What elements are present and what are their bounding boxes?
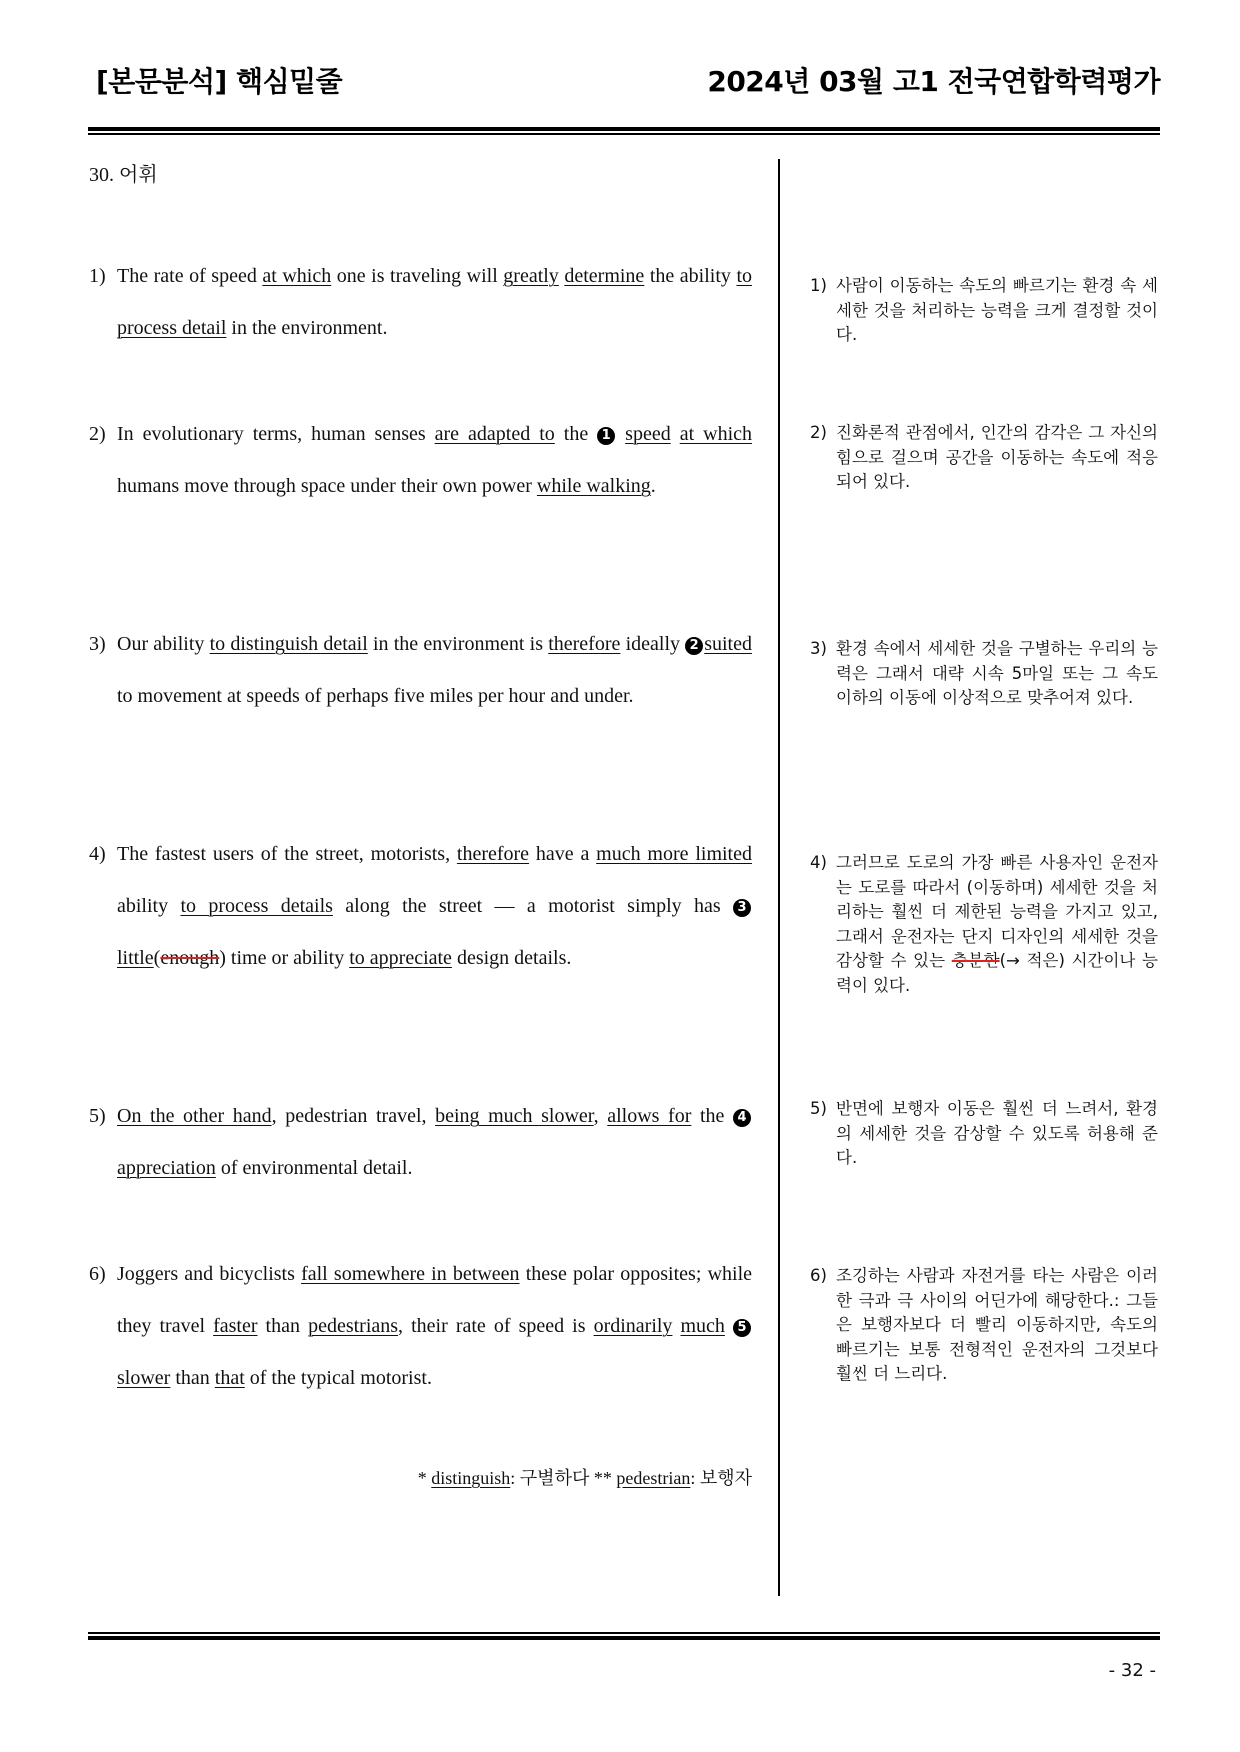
- footnote-def-1: : 구별하다: [510, 1468, 590, 1488]
- underlined-phrase: that: [214, 1367, 245, 1389]
- footnote-star-1: *: [417, 1468, 427, 1488]
- underlined-phrase: ordinarily: [593, 1315, 673, 1337]
- underlined-phrase: pedestrians: [308, 1315, 399, 1337]
- page-number: - 32 -: [1108, 1660, 1156, 1681]
- footer-rule-thick: [88, 1636, 1160, 1640]
- circled-number-4: 4: [733, 1109, 751, 1127]
- underlined-phrase: are adapted to: [434, 423, 555, 445]
- footnote-word-1: distinguish: [431, 1468, 511, 1488]
- circled-number-5: 5: [733, 1319, 751, 1337]
- underlined-phrase: much more limited: [596, 843, 752, 865]
- underlined-phrase: therefore: [548, 633, 621, 655]
- underlined-phrase: suited: [704, 633, 752, 655]
- question-title: 30. 어휘: [89, 164, 158, 186]
- underlined-phrase: little: [117, 947, 154, 969]
- underlined-phrase: On the other hand: [117, 1105, 272, 1127]
- header-left-title: [본문분석] 핵심밑줄: [96, 65, 343, 98]
- underlined-phrase: determine: [564, 265, 645, 287]
- footnote: [380, 1464, 752, 1490]
- header-rule-thick: [88, 127, 1160, 131]
- struck-word: enough: [160, 947, 220, 969]
- circled-number-1: 1: [597, 427, 615, 445]
- translation-ko-5: 5) 반면에 보행자 이동은 훨씬 더 느려서, 환경의 세세한 것을 감상할 수 있도록 허용해 준다.: [810, 1099, 1158, 1167]
- translation-ko-2: 2) 진화론적 관점에서, 인간의 감각은 그 자신의 힘으로 걸으며 공간을 이동하는 속도에 적응되어 있다.: [810, 423, 1158, 491]
- underlined-phrase: fall somewhere in between: [301, 1263, 520, 1285]
- underlined-phrase: appreciation: [117, 1157, 216, 1179]
- underlined-phrase: speed: [625, 423, 671, 445]
- circled-number-2: 2: [685, 637, 703, 655]
- underlined-phrase: allows for: [607, 1105, 692, 1127]
- circled-number-3: 3: [733, 899, 751, 917]
- sentence-en-6: 6) Joggers and bicyclists fall somewhere in between these polar opposites; while they travel faster than pedestrians, their rate of speed is ordinarily much 5slower than that of the typical motorist.: [89, 1263, 753, 1389]
- translation-ko-1: 1) 사람이 이동하는 속도의 빠르기는 환경 속 세세한 것을 처리하는 능력을 크게 결정할 것이다.: [810, 276, 1158, 344]
- translation-ko-6: 6) 조깅하는 사람과 자전거를 타는 사람은 이러한 극과 극 사이의 어딘가에 해당한다.: 그들은 보행자보다 더 빨리 이동하지만, 속도의 빠르기는 보통 전형적인 운전자의 그것보다 훨씬 더 느리다.: [810, 1266, 1158, 1383]
- underlined-phrase: greatly: [503, 265, 559, 287]
- underlined-phrase: much: [680, 1315, 725, 1337]
- sentence-en-5: 5) On the other hand, pedestrian travel, being much slower, allows for the 4appreciation of environmental detail.: [89, 1090, 752, 1194]
- underlined-phrase: at which: [262, 265, 332, 287]
- translation-ko-3: 3) 환경 속에서 세세한 것을 구별하는 우리의 능력은 그래서 대략 시속 5마일 또는 그 속도 이하의 이동에 이상적으로 맞추어져 있다.: [810, 639, 1158, 707]
- underlined-phrase: to process details: [180, 895, 333, 917]
- underlined-phrase: to appreciate: [349, 947, 452, 969]
- struck-word: 충분한: [951, 951, 1000, 970]
- header-rule-thin: [88, 133, 1160, 135]
- footnote-def-2: : 보행자: [690, 1468, 752, 1488]
- underlined-phrase: slower: [117, 1367, 171, 1389]
- header-right-title: 2024년 03월 고1 전국연합학력평가: [707, 65, 1160, 98]
- underlined-phrase: faster: [213, 1315, 258, 1337]
- sentence-en-4: 4) The fastest users of the street, motorists, therefore have a much more limited ability to process details along the street — a motorist simply has 3little(enough) time or ability to appreciate design details.: [89, 843, 752, 969]
- underlined-phrase: to distinguish detail: [209, 633, 368, 655]
- sentence-en-3: 3) Our ability to distinguish detail in the environment is therefore ideally 2 suited to movement at speeds of perhaps five miles per hour and under.: [89, 633, 752, 707]
- underlined-phrase: to process detail: [117, 265, 752, 339]
- footer-rule-thin: [88, 1632, 1160, 1634]
- footnote-word-2: pedestrian: [616, 1468, 691, 1488]
- underlined-phrase: at which: [679, 423, 752, 445]
- underlined-phrase: therefore: [456, 843, 530, 865]
- underlined-phrase: being much slower: [435, 1105, 594, 1127]
- footnote-star-2: **: [593, 1468, 612, 1488]
- sentence-en-2: 2) In evolutionary terms, human senses are adapted to the 1 speed at which humans move through space under their own power while walking.: [89, 423, 752, 497]
- underlined-phrase: while walking: [536, 475, 651, 497]
- column-divider: [778, 159, 780, 1596]
- sentence-en-1: 1) The rate of speed at which one is traveling will greatly determine the ability to process detail in the environment.: [89, 265, 752, 339]
- translation-ko-4: 4) 그러므로 도로의 가장 빠른 사용자인 운전자는 도로를 따라서 (이동하며) 세세한 것을 처리하는 훨씬 더 제한된 능력을 가지고 있고, 그래서 운전자는 단지 디자인의 세세한 것을 감상할 수 있는 충분한(→ 적은) 시간이나 능력이 있다.: [810, 853, 1158, 995]
